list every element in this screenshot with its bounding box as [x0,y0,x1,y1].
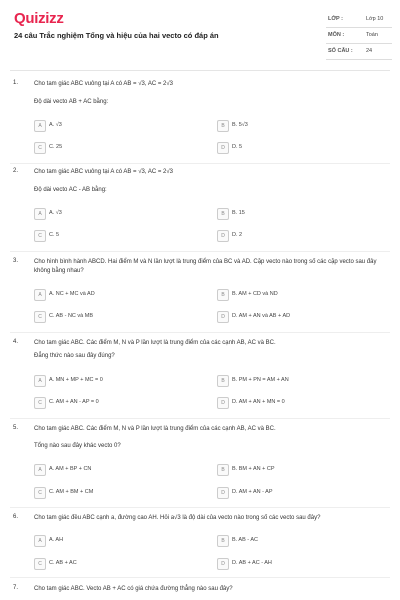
option-text: C. AM + BM + CM [49,489,94,495]
option-text: D. AM + AN - AP [232,489,273,495]
meta-table [326,12,392,60]
option-letter: C [34,311,46,323]
question-subtext: Độ dài vecto AB + AC bằng: [34,99,109,105]
question-text: Cho tam giác ABC. Các điểm M, N và P lần lượt là trung điểm của các cạnh AB, AC và BC. [34,340,276,346]
document-title: 24 câu Trắc nghiệm Tổng và hiệu của hai vecto có đáp án [14,31,219,40]
option-text: D. AB + AC - AH [232,560,272,566]
option-text: C. AB + AC [49,560,77,566]
option-text: A. AM + BP + CN [49,466,92,472]
option-letter: D [217,487,229,499]
option-text: B. 5√3 [232,122,248,128]
option-letter: D [217,558,229,570]
question-number: 7. [13,585,19,591]
meta-value: Toán [366,32,378,38]
meta-key: SỐ CÂU : [328,48,353,54]
question-divider [10,507,390,508]
question-subtext: Độ dài vecto AC - AB bằng: [34,187,107,193]
option-letter: A [34,375,46,387]
question-text: Cho hình bình hành ABCD. Hai điểm M và N lần lượt là trung điểm của BC và AD. Cặp vecto nào trong số các cặp vecto sau đây không bằng nhau? [34,259,377,274]
option-text: B. 15 [232,210,245,216]
option-text: C. 25 [49,144,63,150]
option-letter: D [217,142,229,154]
question-number: 5. [13,425,19,431]
question-number: 4. [13,339,19,345]
question-text: Cho tam giác ABC. Các điểm M, N và P lần lượt là trung điểm của các cạnh AB, AC và BC. [34,426,276,432]
option-text: A. √3 [49,122,62,128]
option-letter: D [217,230,229,242]
header-divider [10,70,390,71]
question-number: 1. [13,80,19,86]
option-letter: A [34,464,46,476]
option-text: D. AM + AN và AB + AD [232,313,291,319]
meta-key: LỚP : [328,16,343,22]
question-divider [10,577,390,578]
option-text: C. AB - NC và MB [49,313,94,319]
meta-row-subject [326,28,392,44]
option-letter: B [217,208,229,220]
option-text: A. AH [49,537,64,543]
option-text: B. AM + CD và ND [232,291,278,297]
option-letter: C [34,230,46,242]
meta-key: MÔN : [328,32,345,38]
option-text: C. 5 [49,232,60,238]
option-letter: B [217,464,229,476]
option-letter: B [217,535,229,547]
question-subtext: Tổng nào sau đây khác vecto 0? [34,443,121,449]
option-letter: A [34,208,46,220]
option-letter: C [34,558,46,570]
question-text: Cho tam giác ABC vuông tại A có AB = √3, AC = 2√3 [34,169,174,175]
document-header [0,0,400,70]
option-text: D. 2 [232,232,243,238]
option-letter: B [217,120,229,132]
question-number: 2. [13,168,19,174]
question-subtext: Đẳng thức nào sau đây đúng? [34,353,115,359]
option-text: B. PM + PN = AM + AN [232,377,289,383]
option-letter: C [34,397,46,409]
option-letter: D [217,311,229,323]
meta-row-class [326,12,392,28]
question-text: Cho tam giác ABC vuông tại A có AB = √3, AC = 2√3 [34,81,174,87]
question-text: Cho tam giác ABC. Vecto AB + AC có giá chứa đường thẳng nào sau đây? [34,586,233,592]
option-letter: C [34,142,46,154]
meta-value: Lớp 10 [366,16,384,22]
option-letter: A [34,535,46,547]
option-text: A. MN + MP + MC = 0 [49,377,103,383]
option-letter: A [34,120,46,132]
option-text: B. AB - AC [232,537,258,543]
option-text: C. AM + AN - AP = 0 [49,399,99,405]
question-divider [10,251,390,252]
option-text: D. 5 [232,144,243,150]
option-text: B. BM + AN + CP [232,466,275,472]
question-divider [10,418,390,419]
option-letter: B [217,375,229,387]
question-divider [10,332,390,333]
question-number: 6. [13,514,19,520]
option-letter: D [217,397,229,409]
option-letter: C [34,487,46,499]
question-number: 3. [13,258,19,264]
option-text: A. √3 [49,210,62,216]
option-letter: B [217,289,229,301]
quizizz-logo: Quizizz [14,10,64,27]
option-letter: A [34,289,46,301]
option-text: D. AM + AN + MN = 0 [232,399,285,405]
question-divider [10,163,390,164]
question-text: Cho tam giác đều ABC cạnh a, đường cao AH. Hỏi a√3 là độ dài của vecto nào trong số các vecto sau đây? [34,515,321,521]
option-text: A. NC + MC và AD [49,291,95,297]
meta-row-count [326,44,392,60]
meta-value: 24 [366,48,373,54]
